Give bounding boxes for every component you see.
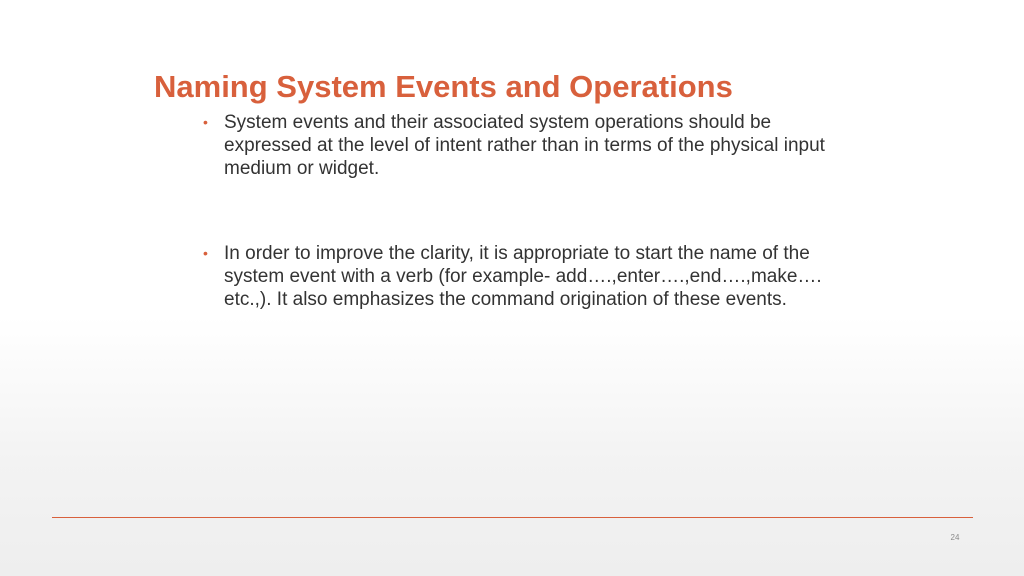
footer-divider [52, 517, 973, 518]
bullet-dot-icon: • [203, 114, 208, 130]
page-number: 24 [950, 533, 960, 542]
bullet-dot-icon: • [203, 245, 208, 261]
bullet-text: In order to improve the clarity, it is appropriate to start the name of the system event with a verb (for example- add….,enter….,end….,make…. etc.,). It also emphasizes the command origination of these events. [224, 243, 822, 310]
bullet-item [200, 111, 840, 180]
slide-title: Naming System Events and Operations [154, 69, 733, 104]
bullet-text: System events and their associated system operations should be expressed at the level of intent rather than in terms of the physical input medium or widget. [224, 112, 825, 179]
bullet-item [200, 242, 840, 311]
bullet-list [200, 111, 840, 311]
